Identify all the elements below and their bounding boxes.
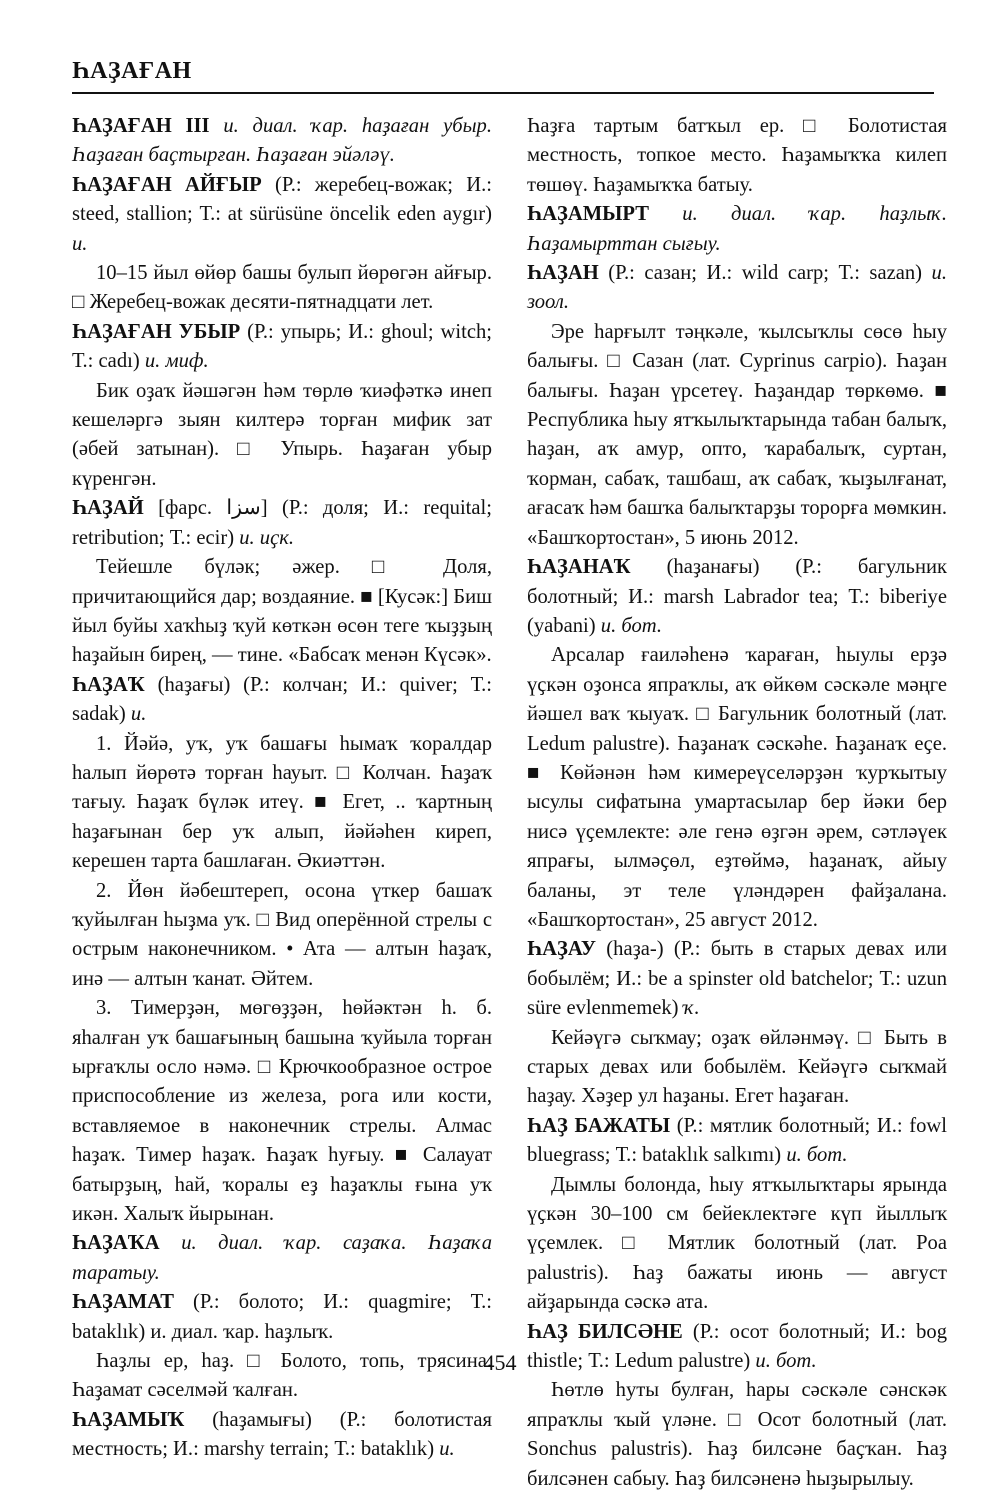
headword: ҺАҘАУ [527,938,597,961]
entry-hazan [527,259,947,318]
entry-hazagan-3 [72,112,492,171]
headword: ҺАҘАҒАН АЙҒЫР [72,173,262,196]
entry-text: (Р.: мятлик болотный; И.: fowl bluegrass; Т.: bataklık salkımı) [527,1114,947,1167]
definition: 2. Йөн йәбештереп, осона үткер башаҡ ҡуйылған һыҙма уҡ. □ Вид оперённой стрелы с острым наконечником. • Ата — алтын һаҙаҡ, инә — алтын ҡанат. Әйтем. [72,879,492,990]
entry-text: и. диал. ҡар. саҙаҡа. [159,1232,429,1255]
example: Һаҙаҡа таратыу. [72,1232,492,1284]
headword: ҺАҘАҒАН III [72,115,210,137]
entry-hazamyk [72,1406,492,1465]
page-number: 454 [483,1350,517,1375]
entry-text: (һаҙа-) (Р.: быть в старых девах или бобылём; И.: be a spinster old batchelor; Т.: uzun süre evlenmemek) [527,938,947,1020]
definition: Арсалар ғаиләһенә ҡараған, һыулы ерҙә үҫкән оҙонса япраҡлы, аҡ өйкөм сәскәле мәңге йәшел ваҡ ҡыуаҡ. □ Багульник болотный (лат. Ledum palustre). Һаҙанаҡ сәскәһе. Һаҙанаҡ еҫе. ■ Көйәнән һәм кимереүселәрҙән ҡурҡытыу ысулы сифатына умартасылар бер йәки бер нисә үҫемлекте: әле генә өҙгән әрем, сәтләүек япрағы, ылмәҫөл, еҙтөймә, һаҙанаҡ, айыу баланы, эт теле үләндәрен файҙалана. «Башҡортостан», 25 август 2012. [527,644,947,931]
definition: Тейешле бүләк; әжер. □ Доля, причитающийся дар; воздаяние. ■ [Кусәк:] Биш йыл буйы хаҡһыҙ ҡуй көткән өсөн теге ҡыҙҙың һаҙайын бирең, — тине. «Бабсаҡ менән Күсәк». [72,556,492,667]
headword: ҺАҘАЙ [72,497,144,520]
left-column [72,112,492,1465]
entry-text: (Р.: болото; И.: quagmire; Т.: bataklık) и. диал. ҡар. һаҙлыҡ. [72,1291,492,1343]
definition: Эре һарғылт тәңкәле, ҡылсыҡлы сөсө һыу балығы. □ Сазан (лат. Cyprinus carpio). Һаҙан балығы. Һаҙан үрсетеү. Һаҙандар төркөмө. ■ Республика һыу ятҡылыҡтарында табан балыҡ, һаҙан, аҡ амур, опто, ҡарабалыҡ, суртан, ҡорман, сабаҡ, ташбаш, аҡ сабаҡ, ҡыҙылғанат, ағасаҡ һәм башҡа балыҡтарҙы торорға мөмкин. «Башҡортостан», 5 июнь 2012. [527,320,947,549]
example: и. бот. [786,1144,848,1167]
entry-text: (һаҙағы) (Р.: колчан; И.: quiver; Т.: sadak) [72,673,492,726]
example: и. бот. [755,1350,817,1373]
entry-text: (Р.: упырь; И.: ghoul; witch; Т.: cadı) [72,320,493,373]
entry-hazagan-ubyr [72,318,492,377]
entry-text: (Р.: сазан; И.: wild carp; Т.: sazan) [598,262,932,285]
headword: ҺАҘАМАТ [72,1291,174,1314]
headword: ҺАҘ БИЛСӘНЕ [527,1320,683,1343]
entry-hazanak [527,553,947,641]
definition: Кейәүгә сыҡмау; оҙаҡ өйләнмәү. □ Быть в старых девах или бобылём. Кейәүгә сыҡмай һаҙау. Хәҙер ул һаҙаны. Егет һаҙаған. [527,1026,947,1108]
example: и. иҫк. [239,526,295,549]
entry-hazay [72,494,492,553]
entry-text: [фарс. سزا] (Р.: доля; И.: requital; retribution; Т.: ecir) [72,497,492,549]
entry-text: и. диал. ҡар. һаҙаған убыр. [209,115,492,137]
entry-hazamat [72,1288,492,1347]
definition: Бик оҙаҡ йәшәгән һәм төрлө ҡиәфәткә инеп кешеләргә зыян килтерә торған мифик зат (әбей затынан). □ Упырь. Һаҙаған убыр күренгән. [72,379,492,490]
definition: Һаҙға тартым батҡыл ер. □ Болотистая местность, топкое место. Һаҙамыҡҡа килеп төшөү. Һаҙамыҡҡа батыу. [527,115,947,196]
headword: ҺАҘАҠ [72,673,145,696]
entry-hazagan-aygyr [72,171,492,259]
entry-text: (Р.: осот болотный; И.: bog thistle; Т.: Ledum palustre) [527,1320,947,1373]
entry-text: (һаҙанағы) (Р.: багульник болотный; И.: marsh Labrador tea; Т.: biberiye (yabani) [527,556,947,637]
example: и. зоол. [527,262,947,314]
example: ҡ. [683,997,700,1020]
running-head: ҺАҘАҒАН [72,58,192,84]
headword: ҺАҘАН [527,262,599,285]
entry-hazau [527,935,947,1023]
headword: ҺАҘАМЫҠ [72,1408,185,1431]
definition: Һөтлө һуты булған, һары сәскәле сәнскәк япраҡлы ҡый үләне. □ Осот болотный (лат. Sonchus palustris). Һаҙ билсәне баҫҡан. Һаҙ билсәнен сабыу. Һаҙ билсәненә һыҙырылыу. [527,1379,947,1490]
headword: ҺАҘАМЫРТ [527,203,649,226]
definition: 3. Тимерҙән, мөгөҙҙән, һөйәктән һ. б. яһалған уҡ башағының башына ҡуйыла торған ырғаҡлы осло нәмә. □ Крючкообразное острое приспособление из железа, рога или кости, вставляемое в наконечник стрелы. Алмас һаҙаҡ. Тимер һаҙаҡ. Һаҙаҡ һуғыу. ■ Салауат батырҙың, һай, ҡоралы еҙ һаҙаҡлы ғына уҡ икән. Халыҡ йырынан. [72,997,492,1226]
example: Һаҙамырттан сығыу. [527,232,721,255]
headword: ҺАҘ БАЖАТЫ [527,1114,671,1137]
headword: ҺАҘАҠА [72,1232,160,1255]
entry-text: (Р.: жеребец-вожак; И.: steed, stallion; Т.: at sürüsüne öncelik eden aygır) [72,173,492,226]
example: Һаҙаған баҫтырған. Һаҙаған эйәләү. [72,144,395,167]
entry-hazamyrt [527,200,947,259]
example: и. [130,703,147,726]
definition: 10–15 йыл өйөр башы булып йөрөгән айғыр. □ Жеребец-вожак десяти-пятнадцати лет. [72,262,492,314]
headword: ҺАҘАНАҠ [527,556,631,579]
definition: Һаҙлы ер, һаҙ. □ Болото, топь, трясина. Һаҙамат сәселмәй ҡалған. [72,1350,492,1402]
header-rule [72,92,934,94]
example: и. [72,232,88,255]
entry-hazak [72,671,492,730]
entry-text: (һаҙамығы) (Р.: болотистая местность; И.: marshy terrain; Т.: bataklık) [72,1408,492,1461]
example: и. бот. [600,614,663,637]
right-column [527,112,947,1494]
entry-text: и. диал. ҡар. һаҙлыҡ. [648,203,947,226]
example: и. миф. [144,350,209,373]
example: и. [439,1438,455,1461]
definition: Дымлы болонда, һыу ятҡылыҡтары ярында үҫкән 30–100 см бейеклектәге күп йыллыҡ үҫемлек. □ Мятлик болотный (лат. Poa palustris). Һаҙ бажаты июнь — август айҙарында сәскә ата. [527,1173,947,1314]
entry-haz-bazhaty [527,1112,947,1171]
headword: ҺАҘАҒАН УБЫР [72,320,241,343]
entry-hazaka [72,1229,492,1288]
definition: 1. Йәйә, уҡ, уҡ башағы һымаҡ ҡоралдар һалып йөрөтә торған һауыт. □ Колчан. Һаҙаҡ тағыу. Һаҙаҡ бүләк итеү. ■ Егет, .. ҡартның һаҙағынан бер уҡ алып, йәйәһен киреп, керешен тарта башлаған. Әкиәттән. [72,732,492,873]
